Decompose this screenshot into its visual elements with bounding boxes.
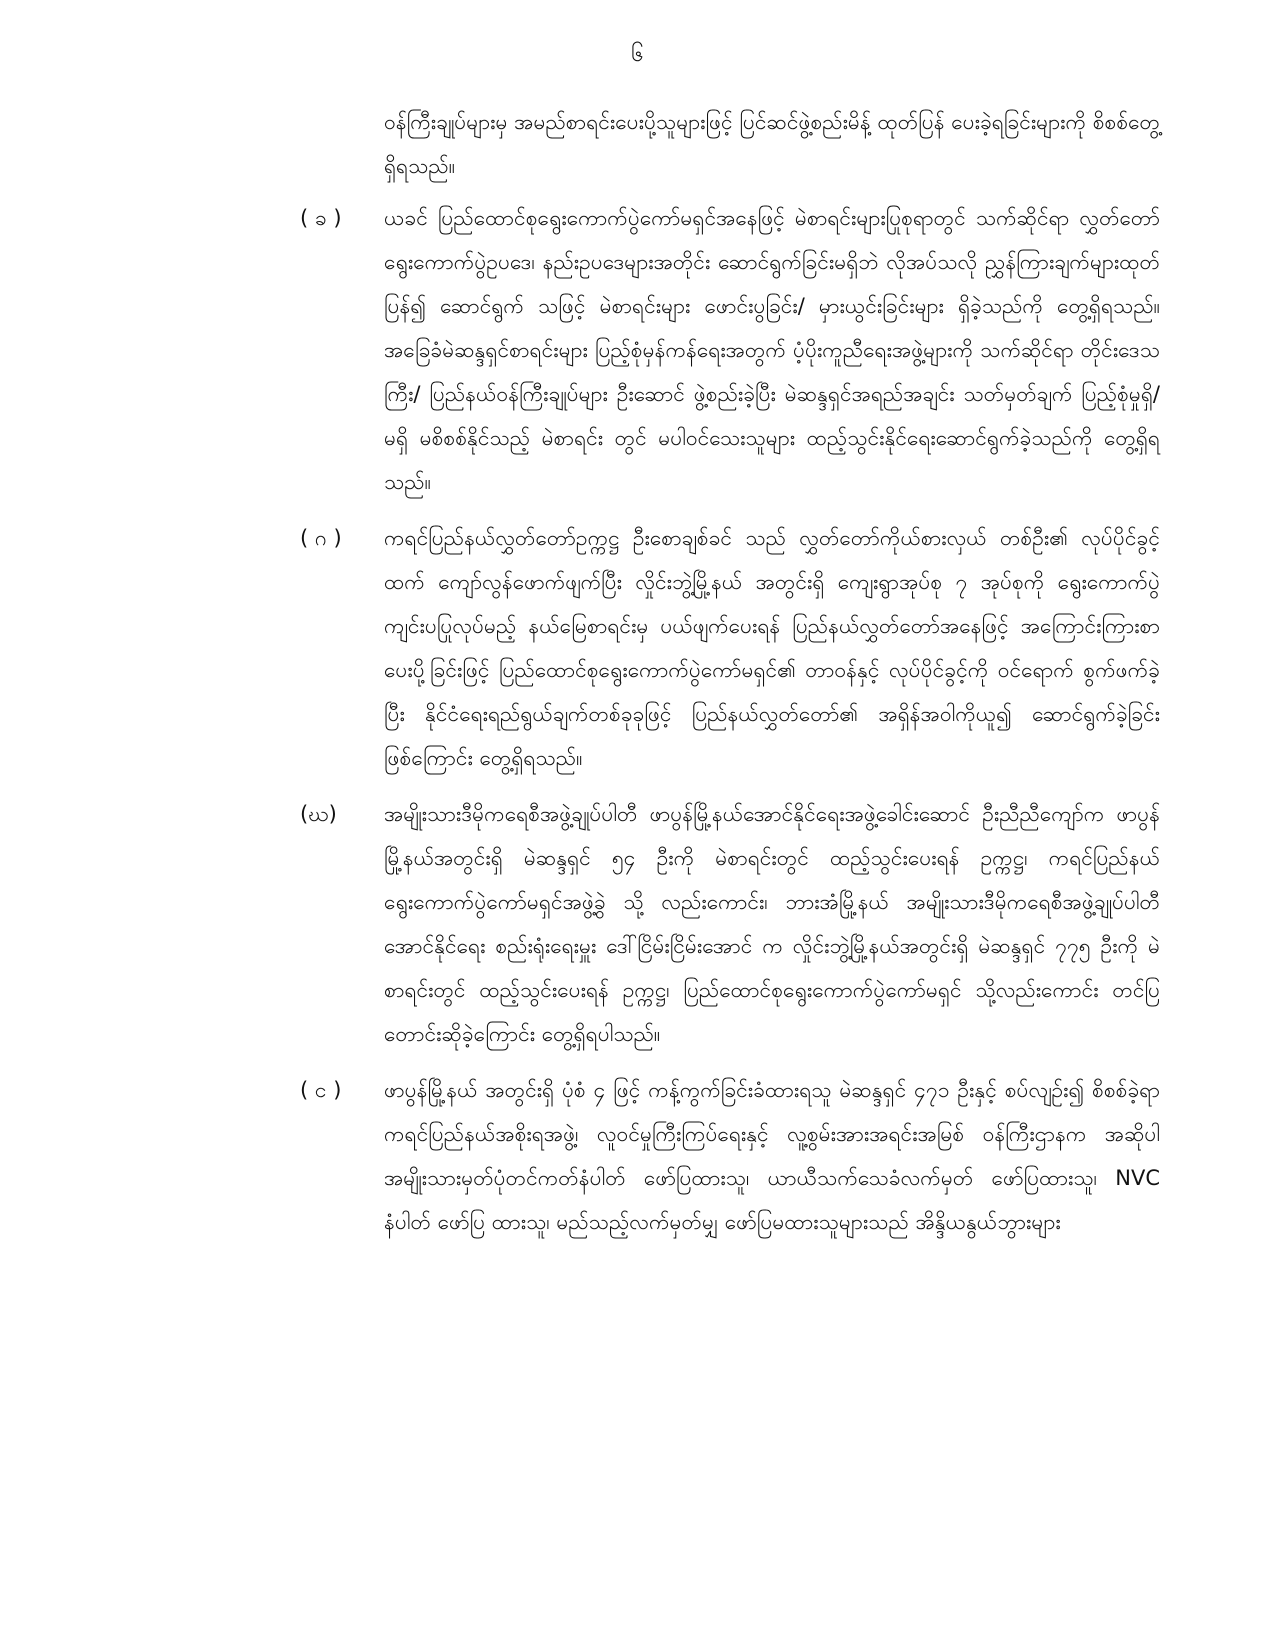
intro-text: ဝန်ကြီးချုပ်များမှ အမည်စာရင်းပေးပို့သူများဖြင့် ပြင်ဆင်ဖွဲ့စည်းမိန့် ထုတ်ပြန် ပေးခဲ့ရခြင်းများကို စိစစ်တွေ့ရှိရသည်။	[384, 110, 1160, 178]
list-marker: (ဃ)	[300, 802, 337, 826]
list-item-gha	[300, 792, 1160, 1056]
list-item-ga	[300, 516, 1160, 780]
list-item-kha	[300, 196, 1160, 504]
list-item-text: ကရင်ပြည်နယ်လွှတ်တော်ဥက္ကဋ္ဌ ဦးစောချစ်ခင် သည် လွှတ်တော်ကိုယ်စားလှယ် တစ်ဦး၏ လုပ်ပိုင်ခွင့်ထက် ကျော်လွန်ဖောက်ဖျက်ပြီး လှိုင်းဘွဲ့မြို့နယ် အတွင်းရှိ ကျေးရွာအုပ်စု ၇ အုပ်စုကို ရွေးကောက်ပွဲကျင်းပပြုလုပ်မည့် နယ်မြေစာရင်းမှ ပယ်ဖျက်ပေးရန် ပြည်နယ်လွှတ်တော်အနေဖြင့် အကြောင်းကြားစာပေးပို့ခြင်းဖြင့် ပြည်ထောင်စုရွေးကောက်ပွဲကော်မရှင်၏ တာဝန်နှင့် လုပ်ပိုင်ခွင့်ကို ဝင်ရောက် စွက်ဖက်ခဲ့ပြီး နိုင်ငံရေးရည်ရွယ်ချက်တစ်ခုခုဖြင့် ပြည်နယ်လွှတ်တော်၏ အရှိန်အဝါကိုယူ၍ ဆောင်ရွက်ခဲ့ခြင်းဖြစ်ကြောင်း တွေ့ရှိရသည်။	[384, 526, 1160, 770]
list-item-text: ဖာပွန်မြို့နယ် အတွင်းရှိ ပုံစံ ၄ ဖြင့် ကန့်ကွက်ခြင်းခံထားရသူ မဲဆန္ဒရှင် ၄၇၁ ဦးနှင့် စပ်လျဉ်း၍ စိစစ်ခဲ့ရာ ကရင်ပြည်နယ်အစိုးရအဖွဲ့၊ လူဝင်မှုကြီးကြပ်ရေးနှင့် လူ့စွမ်းအားအရင်းအမြစ် ဝန်ကြီးဌာနက အဆိုပါ အမျိုးသားမှတ်ပုံတင်ကတ်နံပါတ် ဖော်ပြထားသူ၊ ယာယီသက်သေခံလက်မှတ် ဖော်ပြထားသူ၊ NVC နံပါတ် ဖော်ပြ ထားသူ၊ မည်သည့်လက်မှတ်မျှ ဖော်ပြမထားသူများသည် အိန္ဒိယနွယ်ဘွားများ	[384, 1078, 1160, 1234]
list-item-nga	[300, 1068, 1160, 1244]
intro-paragraph	[300, 100, 1160, 188]
list-marker: ( င )	[300, 1078, 342, 1102]
list-marker: ( ဂ )	[300, 526, 342, 550]
page-number: ၆	[631, 42, 644, 67]
document-body	[300, 100, 1160, 1256]
list-marker: ( ခ )	[300, 206, 342, 230]
list-item-text: အမျိုးသားဒီမိုကရေစီအဖွဲ့ချုပ်ပါတီ ဖာပွန်မြို့နယ်အောင်နိုင်ရေးအဖွဲ့ခေါင်းဆောင် ဦးညီညီကျော်က ဖာပွန်မြို့နယ်အတွင်းရှိ မဲဆန္ဒရှင် ၅၄ ဦးကို မဲစာရင်းတွင် ထည့်သွင်းပေးရန် ဥက္ကဋ္ဌ၊ ကရင်ပြည်နယ်ရွေးကောက်ပွဲကော်မရှင်အဖွဲ့ခွဲ သို့ လည်းကောင်း၊ ဘားအံမြို့နယ် အမျိုးသားဒီမိုကရေစီအဖွဲ့ချုပ်ပါတီ အောင်နိုင်ရေး စည်းရုံးရေးမှူး ဒေါ်ငြိမ်းငြိမ်းအောင် က လှိုင်းဘွဲ့မြို့နယ်အတွင်းရှိ မဲဆန္ဒရှင် ၇၇၅ ဦးကို မဲစာရင်းတွင် ထည့်သွင်းပေးရန် ဥက္ကဋ္ဌ၊ ပြည်ထောင်စုရွေးကောက်ပွဲကော်မရှင် သို့လည်းကောင်း တင်ပြတောင်းဆိုခဲ့ကြောင်း တွေ့ရှိရပါသည်။	[384, 802, 1160, 1046]
list-item-text: ယခင် ပြည်ထောင်စုရွေးကောက်ပွဲကော်မရှင်အနေဖြင့် မဲစာရင်းများပြုစုရာတွင် သက်ဆိုင်ရာ လွှတ်တော်ရွေးကောက်ပွဲဥပဒေ၊ နည်းဥပဒေများအတိုင်း ဆောင်ရွက်ခြင်းမရှိဘဲ လိုအပ်သလို ညွှန်ကြားချက်များထုတ်ပြန်၍ ဆောင်ရွက် သဖြင့် မဲစာရင်းများ ဖောင်းပွခြင်း/ မှားယွင်းခြင်းများ ရှိခဲ့သည်ကို တွေ့ရှိရသည်။ အခြေခံမဲဆန္ဒရှင်စာရင်းများ ပြည့်စုံမှန်ကန်ရေးအတွက် ပံ့ပိုးကူညီရေးအဖွဲ့များကို သက်ဆိုင်ရာ တိုင်းဒေသကြီး/ ပြည်နယ်ဝန်ကြီးချုပ်များ ဦးဆောင် ဖွဲ့စည်းခဲ့ပြီး မဲဆန္ဒရှင်အရည်အချင်း သတ်မှတ်ချက် ပြည့်စုံမှုရှိ/ မရှိ မစိစစ်နိုင်သည့် မဲစာရင်း တွင် မပါဝင်သေးသူများ ထည့်သွင်းနိုင်ရေးဆောင်ရွက်ခဲ့သည်ကို တွေ့ရှိရသည်။	[384, 206, 1160, 494]
